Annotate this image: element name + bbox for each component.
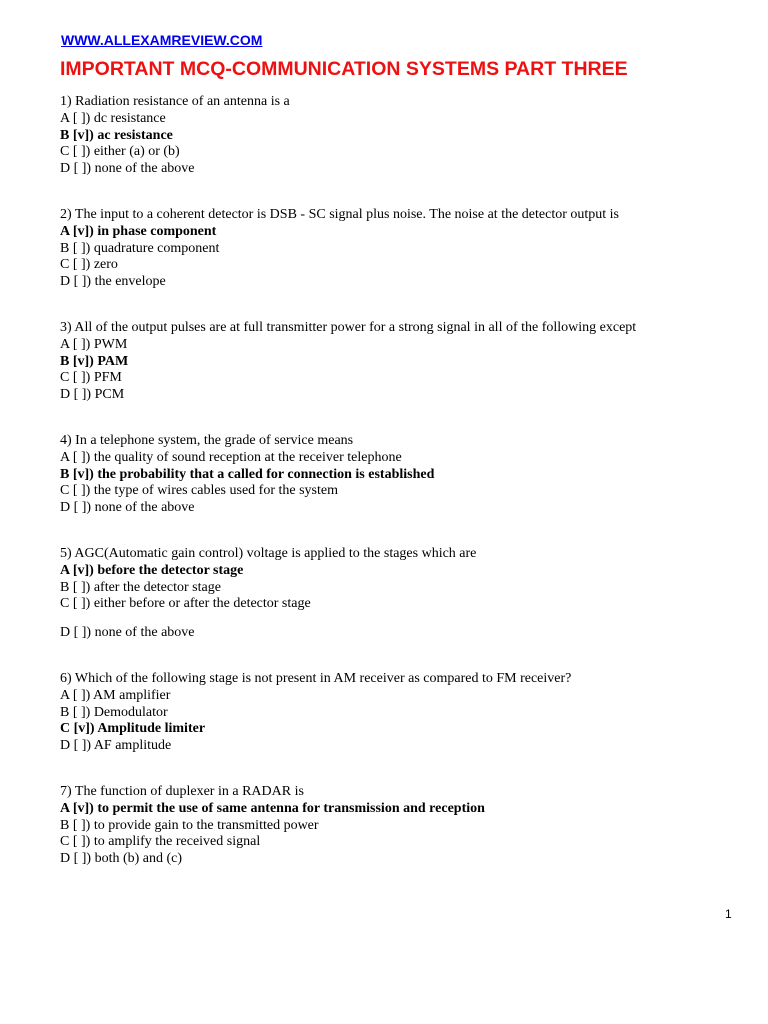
option-a: A [ ]) dc resistance xyxy=(60,110,166,126)
option-a: A [ ]) PWM xyxy=(60,336,128,352)
question-5 xyxy=(60,546,476,642)
option-c: C [ ]) zero xyxy=(60,257,118,273)
option-d: D [ ]) none of the above xyxy=(60,625,195,641)
option-d: D [ ]) none of the above xyxy=(60,500,195,516)
option-b-correct: B [v]) PAM xyxy=(60,353,129,369)
question-1 xyxy=(60,94,290,178)
option-c: C [ ]) either before or after the detector stage xyxy=(60,596,311,612)
option-a-correct: A [v]) to permit the use of same antenna for transmission and reception xyxy=(60,800,485,816)
option-c: C [ ]) either (a) or (b) xyxy=(60,144,180,160)
page-number: 1 xyxy=(725,907,732,921)
option-a: A [ ]) AM amplifier xyxy=(60,687,171,703)
option-c: C [ ]) to amplify the received signal xyxy=(60,834,261,850)
option-d: D [ ]) AF amplitude xyxy=(60,738,172,754)
option-a-correct: A [v]) before the detector stage xyxy=(60,562,244,578)
page-title: IMPORTANT MCQ-COMMUNICATION SYSTEMS PART THREE xyxy=(60,58,628,80)
option-d: D [ ]) the envelope xyxy=(60,274,166,290)
option-b: B [ ]) Demodulator xyxy=(60,704,168,720)
question-text: 7) The function of duplexer in a RADAR is xyxy=(60,784,304,799)
option-a: A [ ]) the quality of sound reception at the receiver telephone xyxy=(60,449,402,465)
question-text: 1) Radiation resistance of an antenna is a xyxy=(60,94,290,109)
question-7 xyxy=(60,784,485,868)
option-d: D [ ]) both (b) and (c) xyxy=(60,851,183,867)
option-b: B [ ]) after the detector stage xyxy=(60,579,221,595)
site-link[interactable]: WWW.ALLEXAMREVIEW.COM xyxy=(61,32,263,48)
option-c-correct: C [v]) Amplitude limiter xyxy=(60,721,206,737)
option-b: B [ ]) quadrature component xyxy=(60,240,220,256)
question-text: 4) In a telephone system, the grade of service means xyxy=(60,433,354,448)
option-b-correct: B [v]) the probability that a called for connection is established xyxy=(60,466,435,482)
question-text: 2) The input to a coherent detector is DSB - SC signal plus noise. The noise at the detector output is xyxy=(60,207,619,222)
option-b: B [ ]) to provide gain to the transmitted power xyxy=(60,817,319,833)
option-d: D [ ]) none of the above xyxy=(60,161,195,177)
option-c: C [ ]) the type of wires cables used for the system xyxy=(60,483,338,499)
option-d: D [ ]) PCM xyxy=(60,387,125,403)
question-6 xyxy=(60,671,571,755)
option-b-correct: B [v]) ac resistance xyxy=(60,127,173,143)
question-text: 3) All of the output pulses are at full transmitter power for a strong signal in all of the following except xyxy=(60,320,637,335)
question-2 xyxy=(60,207,619,291)
question-3 xyxy=(60,320,636,404)
question-text: 6) Which of the following stage is not present in AM receiver as compared to FM receiver? xyxy=(60,671,572,686)
option-c: C [ ]) PFM xyxy=(60,370,122,386)
option-a-correct: A [v]) in phase component xyxy=(60,223,217,239)
question-text: 5) AGC(Automatic gain control) voltage is applied to the stages which are xyxy=(60,546,477,561)
question-4 xyxy=(60,433,434,517)
